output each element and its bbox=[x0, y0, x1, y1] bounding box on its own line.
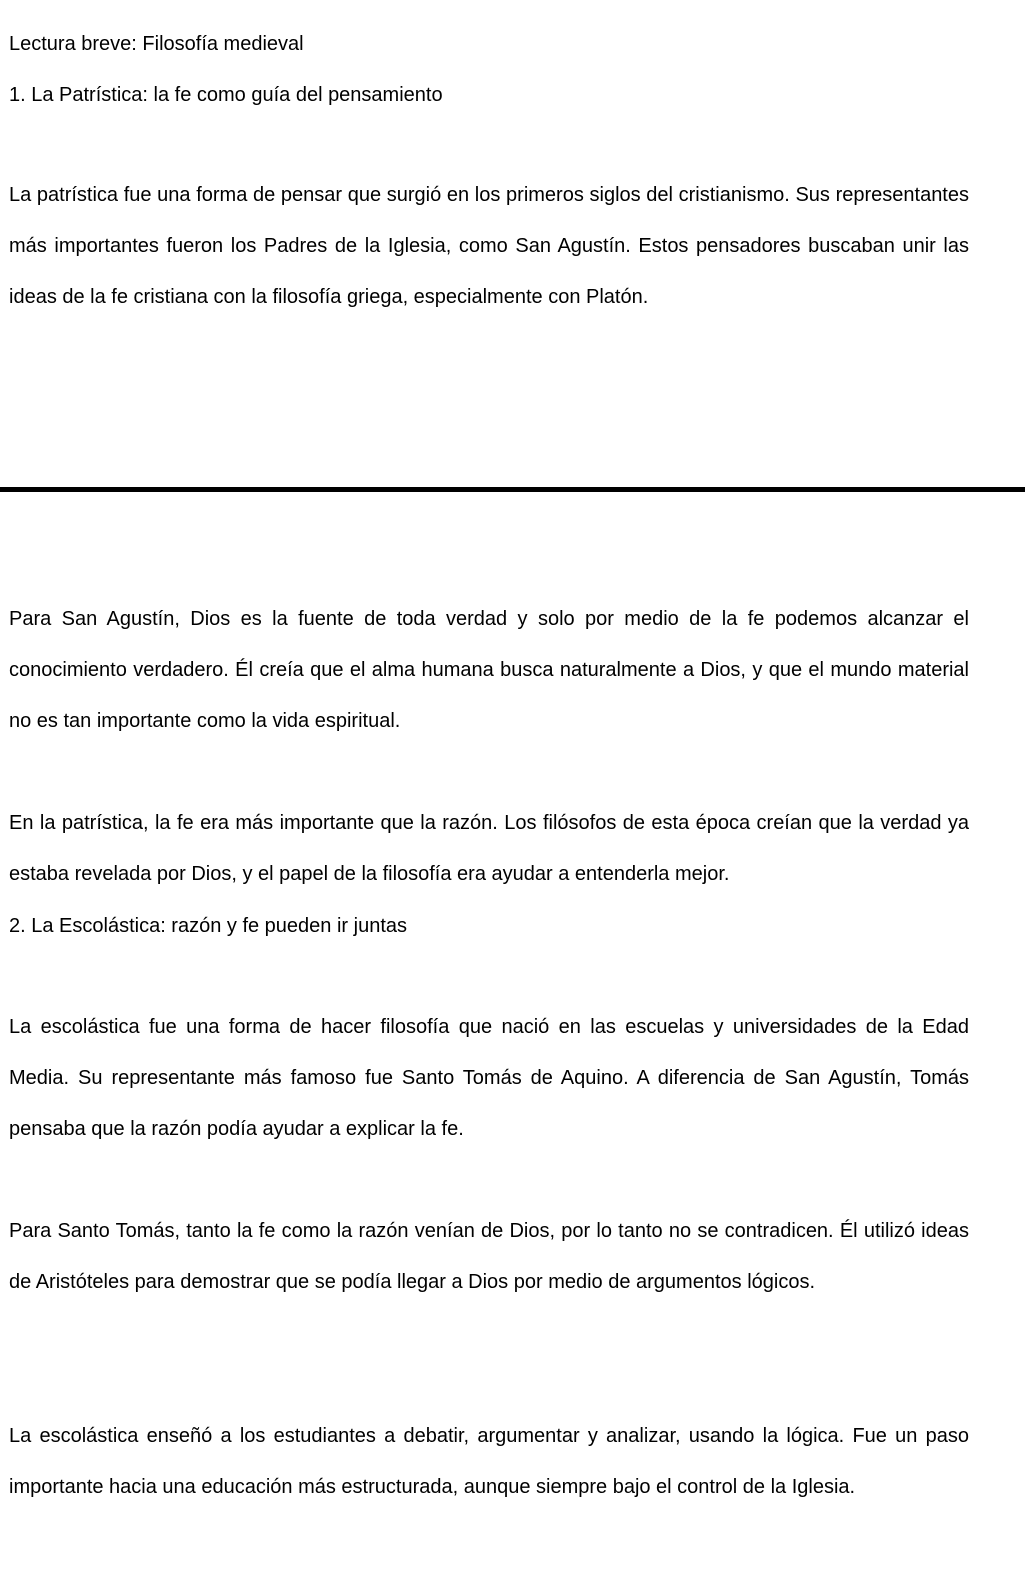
section-2-paragraph-2: Para Santo Tomás, tanto la fe como la razón venían de Dios, por lo tanto no se contradicen. Él utilizó ideas de Aristóteles para demostrar que se podía llegar a Dios por medio de argumentos lógicos. bbox=[9, 1220, 969, 1293]
section-2-paragraph-3: La escolástica enseñó a los estudiantes a debatir, argumentar y analizar, usando la lógica. Fue un paso importante hacia una educación más estructurada, aunque siempre bajo el control de la Iglesia. bbox=[9, 1425, 969, 1498]
section-1-heading: 1. La Patrística: la fe como guía del pensamiento bbox=[9, 84, 443, 106]
section-1-paragraph-2: Para San Agustín, Dios es la fuente de toda verdad y solo por medio de la fe podemos alcanzar el conocimiento verdadero. Él creía que el alma humana busca naturalmente a Dios, y que el mundo material no es tan importante como la vida espiritual. bbox=[9, 608, 969, 732]
section-2-heading: 2. La Escolástica: razón y fe pueden ir juntas bbox=[9, 915, 408, 937]
section-1-paragraph-1: La patrística fue una forma de pensar que surgió en los primeros siglos del cristianismo. Sus representantes más importantes fueron los Padres de la Iglesia, como San Agustín. Estos pensadores buscaban unir las ideas de la fe cristiana con la filosofía griega, especialmente con Platón. bbox=[9, 184, 969, 308]
section-2-paragraph-1: La escolástica fue una forma de hacer filosofía que nació en las escuelas y universidades de la Edad Media. Su representante más famoso fue Santo Tomás de Aquino. A diferencia de San Agustín, Tomás pensaba que la razón podía ayudar a explicar la fe. bbox=[9, 1016, 969, 1140]
document-title: Lectura breve: Filosofía medieval bbox=[9, 33, 304, 55]
horizontal-divider bbox=[0, 487, 1025, 492]
section-1-paragraph-3: En la patrística, la fe era más importante que la razón. Los filósofos de esta época creían que la verdad ya estaba revelada por Dios, y el papel de la filosofía era ayudar a entenderla mejor. bbox=[9, 812, 969, 885]
